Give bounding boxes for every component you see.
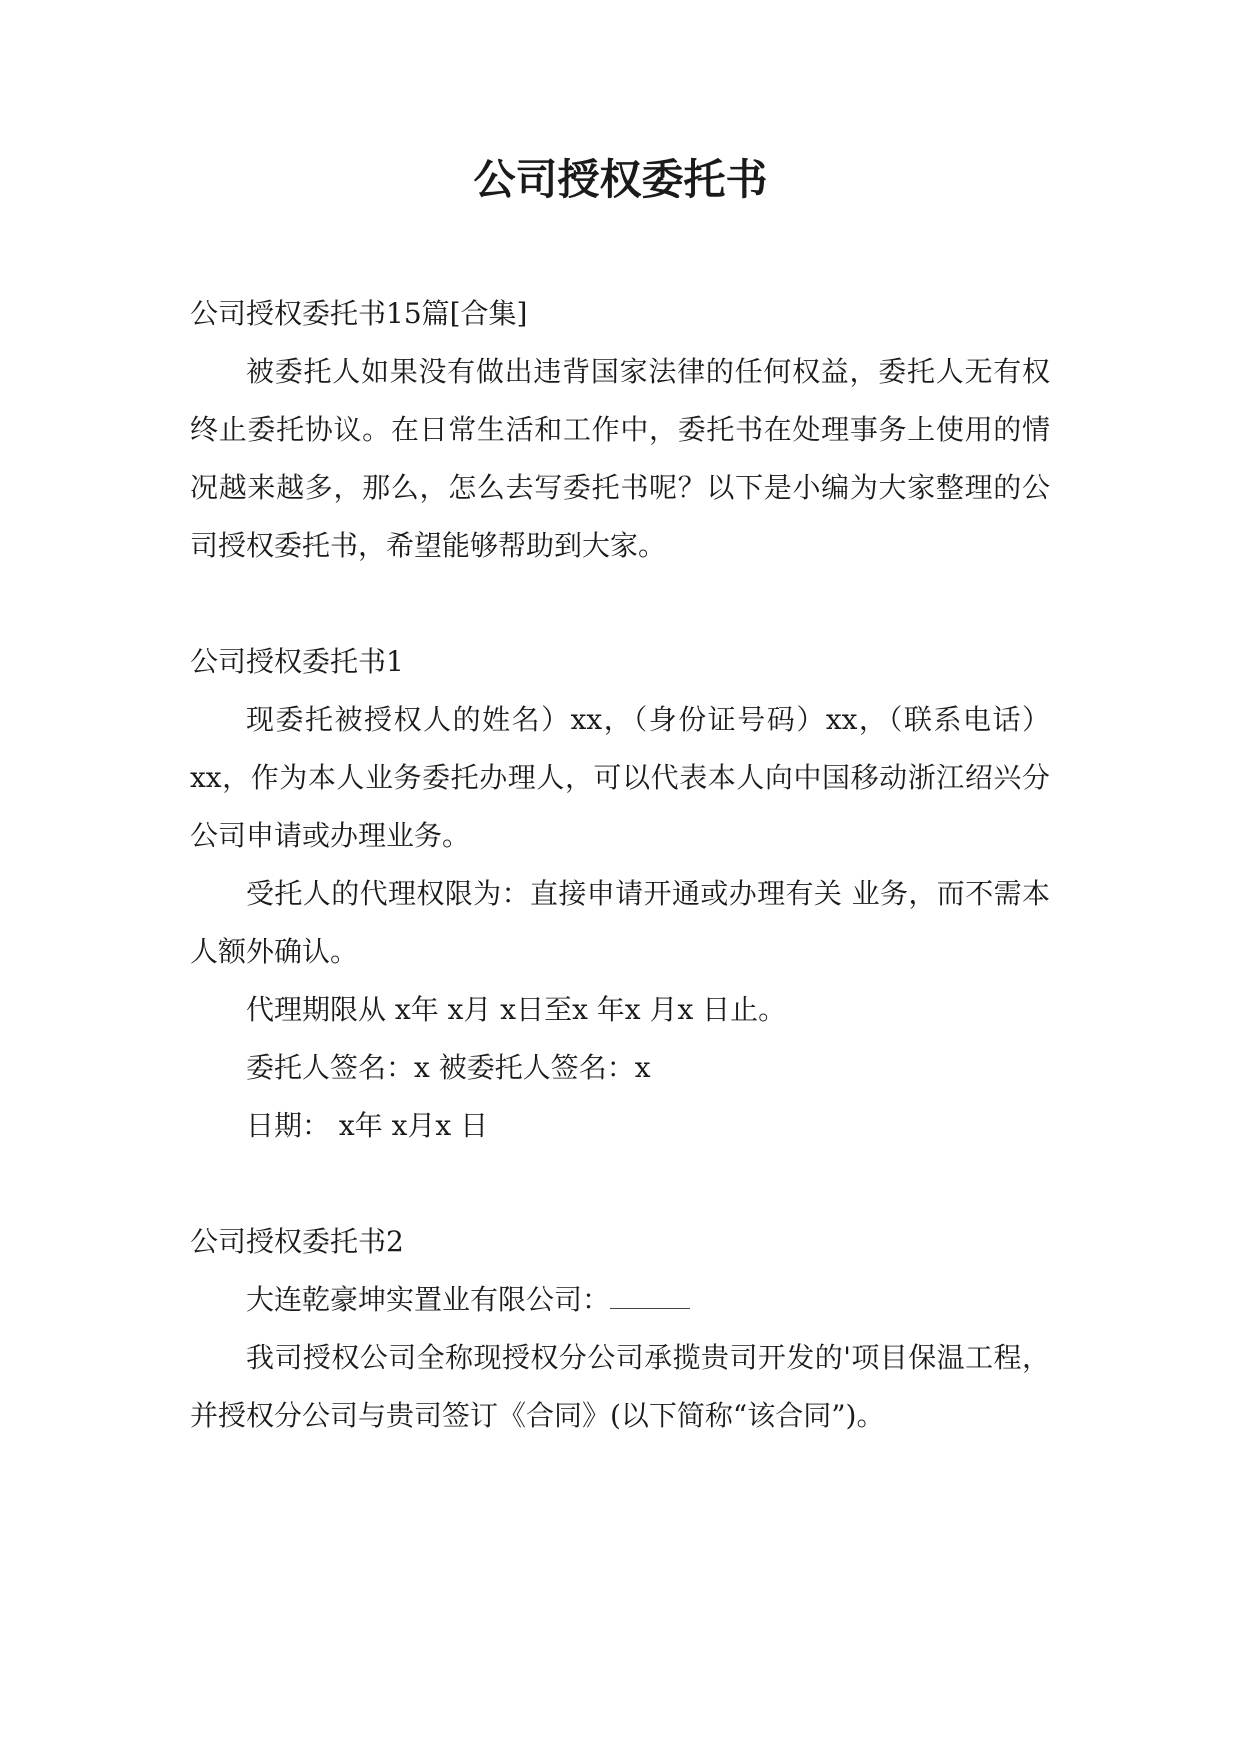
section2-heading: 公司授权委托书2: [190, 1225, 404, 1258]
section1-period: 代理期限从 x年 x月 x日至x 年x 月x 日止。: [246, 993, 787, 1026]
section2-recipient: 大连乾豪坤实置业有限公司：: [246, 1283, 611, 1316]
section1-heading: 公司授权委托书1: [190, 645, 404, 678]
document-title: 公司授权委托书: [473, 155, 768, 204]
intro-heading: 公司授权委托书15篇[合集]: [190, 297, 528, 330]
document-body: [190, 285, 1050, 1445]
section1-date: 日期： x年 x月x 日: [246, 1109, 489, 1142]
section-spacer: [190, 575, 1050, 633]
section-spacer: [190, 1155, 1050, 1213]
section1-signatures: 委托人签名：x 被委托人签名：x: [246, 1051, 651, 1084]
blank-fill-line: [610, 1307, 690, 1309]
section2-paragraph1: 我司授权公司全称现授权分公司承揽贵司开发的'项目保温工程，并授权分公司与贵司签订《合同》(以下简称“该合同”)。: [190, 1341, 1050, 1432]
section1-paragraph1: 现委托被授权人的姓名）xx，（身份证号码）xx，（联系电话）xx，作为本人业务委托办理人，可以代表本人向中国移动浙江绍兴分公司申请或办理业务。: [190, 703, 1050, 852]
section2-recipient-line: [190, 1271, 1050, 1329]
section1-paragraph2: 受托人的代理权限为：直接申请开通或办理有关 业务，而不需本人额外确认。: [190, 877, 1050, 968]
intro-paragraph: 被委托人如果没有做出违背国家法律的任何权益，委托人无有权终止委托协议。在日常生活和工作中，委托书在处理事务上使用的情况越来越多，那么，怎么去写委托书呢？以下是小编为大家整理的公司授权委托书，希望能够帮助到大家。: [190, 355, 1050, 562]
